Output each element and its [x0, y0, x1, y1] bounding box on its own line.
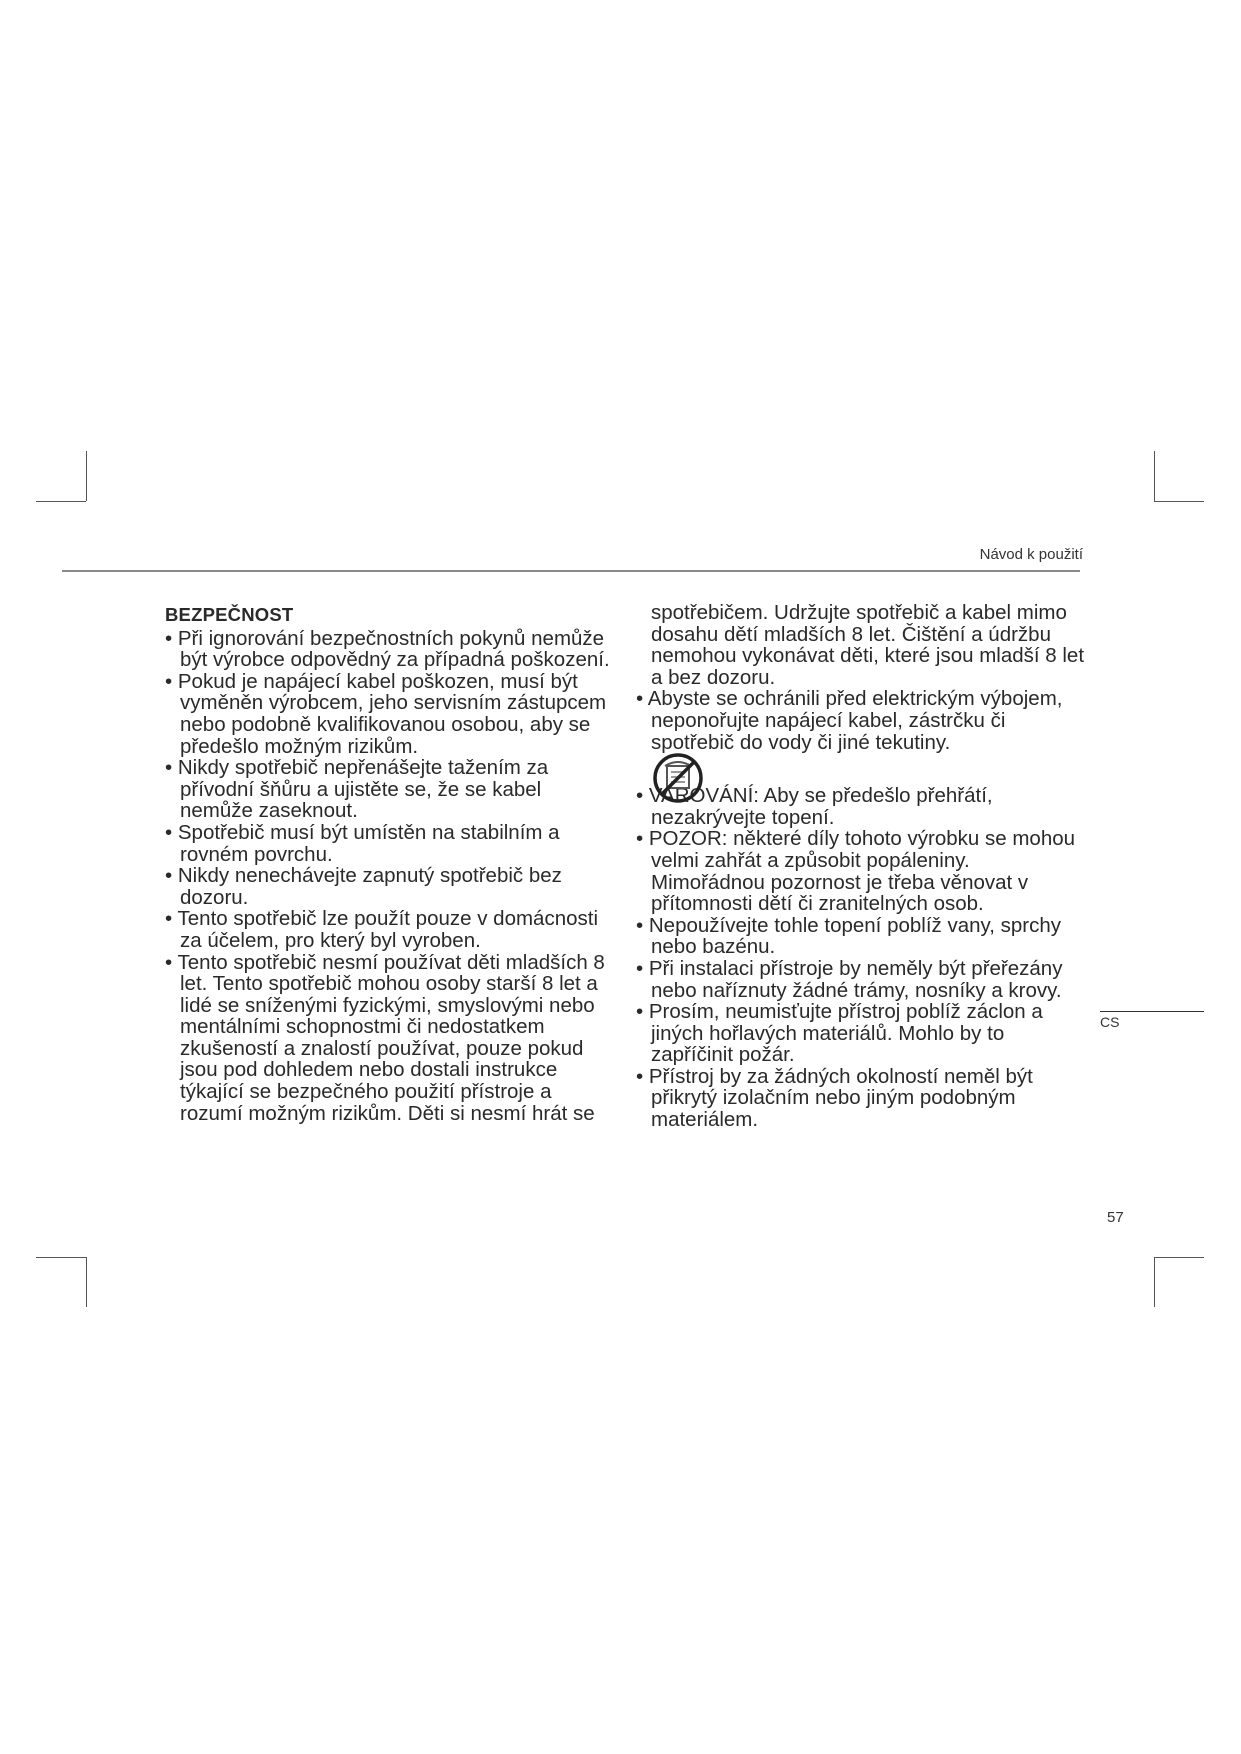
- safety-item: • Nikdy spotřebič nepřenášejte tažením za přívodní šňůru a ujistěte se, že se kabel nemůže zaseknout.: [165, 757, 615, 822]
- crop-mark: [1154, 1257, 1204, 1258]
- crop-mark: [1154, 451, 1155, 501]
- continued-text: spotřebičem. Udržujte spotřebič a kabel mimo dosahu dětí mladších 8 let. Čištění a údržbu nemohou vykonávat děti, které jsou mladší 8 let a bez dozoru.: [651, 601, 1085, 689]
- section-heading: BEZPEČNOST: [165, 604, 294, 625]
- crop-mark: [1154, 1257, 1155, 1307]
- safety-item: • Pokud je napájecí kabel poškozen, musí být vyměněn výrobcem, jeho servisním zástupcem nebo podobně kvalifikovanou osobou, aby se předešlo možným rizikům.: [165, 671, 615, 757]
- page-number: 57: [1107, 1209, 1124, 1226]
- safety-item: • Prosím, neumisťujte přístroj poblíž záclon a jiných hořlavých materiálů. Mohlo by to zapříčinit požár.: [636, 1001, 1086, 1066]
- safety-item: • Abyste se ochránili před elektrickým výbojem, neponořujte napájecí kabel, zástrčku či spotřebič do vody či jiné tekutiny.: [636, 688, 1086, 753]
- safety-item: • Při instalaci přístroje by neměly být přeřezány nebo naříznuty žádné trámy, nosníky a krovy.: [636, 958, 1086, 1001]
- safety-item: • Nikdy nenechávejte zapnutý spotřebič bez dozoru.: [165, 865, 615, 908]
- safety-item: • Přístroj by za žádných okolností neměl být přikrytý izolačním nebo jiným podobným materiálem.: [636, 1066, 1086, 1131]
- do-not-cover-icon: [652, 752, 704, 804]
- crop-mark: [36, 1257, 86, 1258]
- crop-mark: [86, 1257, 87, 1307]
- header-rule: [62, 570, 1080, 572]
- safety-item: • Spotřebič musí být umístěn na stabilním a rovném povrchu.: [165, 822, 615, 865]
- crop-mark: [36, 501, 86, 502]
- page-header-title: Návod k použití: [979, 546, 1083, 563]
- safety-item: • POZOR: některé díly tohoto výrobku se mohou velmi zahřát a způsobit popáleniny. Mimořádnou pozornost je třeba věnovat v přítomnosti dětí či zranitelných osob.: [636, 828, 1086, 914]
- left-column: [165, 604, 615, 1124]
- right-column: [636, 602, 1086, 1131]
- crop-mark: [1154, 501, 1204, 502]
- language-tab-rule: [1100, 1011, 1204, 1012]
- safety-item: • VAROVÁNÍ: Aby se předešlo přehřátí, nezakrývejte topení.: [636, 785, 1086, 828]
- safety-item: • Při ignorování bezpečnostních pokynů nemůže být výrobce odpovědný za případná poškození.: [165, 628, 615, 671]
- language-tab: CS: [1100, 1014, 1120, 1030]
- safety-item: • Tento spotřebič nesmí používat děti mladších 8 let. Tento spotřebič mohou osoby starší 8 let a lidé se sníženými fyzickými, smyslovými nebo mentálními schopnostmi či nedostatkem zkušeností a znalostí používat, pouze pokud jsou pod dohledem nebo dostali instrukce týkající se bezpečného použití přístroje a rozumí možným rizikům. Děti si nesmí hrát se: [165, 952, 615, 1125]
- safety-item: • Tento spotřebič lze použít pouze v domácnosti za účelem, pro který byl vyroben.: [165, 908, 615, 951]
- safety-item: • Nepoužívejte tohle topení poblíž vany, sprchy nebo bazénu.: [636, 915, 1086, 958]
- crop-mark: [86, 451, 87, 501]
